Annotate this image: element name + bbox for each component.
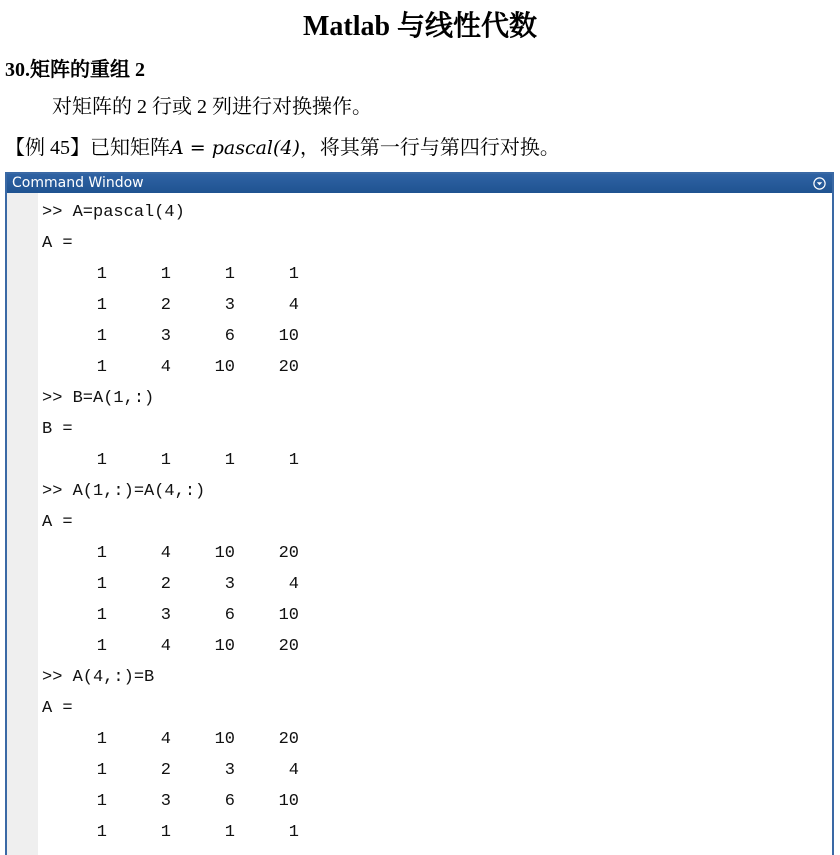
command-window [5, 172, 834, 855]
matrix-cell: 1 [160, 823, 171, 842]
matrix-cell: 1 [96, 544, 107, 563]
command-prompt: >> [42, 389, 63, 408]
matrix-cell: 4 [160, 730, 171, 749]
matrix-cell: 1 [224, 451, 235, 470]
matrix-cell: 4 [160, 358, 171, 377]
command-prompt: >> [42, 668, 63, 687]
command-line [7, 662, 832, 693]
matrix-row [7, 259, 832, 290]
matrix-cell: 4 [288, 296, 299, 315]
matrix-row [7, 755, 832, 786]
output-variable-label: A = [42, 513, 73, 532]
command-window-title: Command Window [12, 175, 144, 191]
command-line [7, 383, 832, 414]
output-variable-label: B = [42, 420, 73, 439]
matrix-cell: 1 [288, 451, 299, 470]
matrix-cell: 4 [288, 761, 299, 780]
output-variable-label: A = [42, 234, 73, 253]
command-line [7, 197, 832, 228]
matrix-cell: 2 [160, 761, 171, 780]
matrix-cell: 3 [160, 327, 171, 346]
command-text: A(1,:)=A(4,:) [72, 482, 206, 501]
command-window-output [7, 197, 832, 848]
matrix-cell: 20 [278, 358, 299, 377]
matrix-cell: 4 [160, 637, 171, 656]
command-line [7, 476, 832, 507]
matrix-cell: 1 [288, 265, 299, 284]
matrix-cell: 1 [160, 451, 171, 470]
matrix-cell: 1 [224, 265, 235, 284]
matrix-cell: 1 [224, 823, 235, 842]
example-math-expression: A = pascal(4) [170, 137, 300, 159]
matrix-row [7, 631, 832, 662]
matrix-cell: 3 [224, 761, 235, 780]
matrix-cell: 6 [224, 792, 235, 811]
matrix-cell: 1 [96, 730, 107, 749]
command-text: A=pascal(4) [72, 203, 185, 222]
matrix-cell: 4 [160, 544, 171, 563]
matrix-cell: 3 [160, 792, 171, 811]
matrix-row [7, 569, 832, 600]
matrix-cell: 2 [160, 296, 171, 315]
matrix-cell: 1 [288, 823, 299, 842]
matrix-row [7, 538, 832, 569]
matrix-cell: 4 [288, 575, 299, 594]
matrix-cell: 10 [214, 637, 235, 656]
command-window-titlebar [7, 174, 832, 193]
matrix-cell: 1 [96, 575, 107, 594]
matrix-cell: 2 [160, 575, 171, 594]
matrix-cell: 1 [160, 265, 171, 284]
matrix-cell: 1 [96, 606, 107, 625]
matrix-cell: 3 [224, 575, 235, 594]
matrix-cell: 10 [214, 358, 235, 377]
matrix-cell: 1 [96, 637, 107, 656]
command-window-body[interactable] [7, 193, 832, 855]
matrix-cell: 3 [224, 296, 235, 315]
intro-paragraph: 对矩阵的 2 行或 2 列进行对换操作。 [52, 96, 372, 118]
matrix-row [7, 445, 832, 476]
matrix-cell: 10 [278, 792, 299, 811]
matrix-cell: 6 [224, 327, 235, 346]
matrix-cell: 10 [278, 327, 299, 346]
matrix-row [7, 352, 832, 383]
section-heading: 30.矩阵的重组 2 [5, 59, 145, 81]
circle-chevron-down-icon[interactable] [813, 177, 826, 190]
matrix-row [7, 786, 832, 817]
matrix-row [7, 600, 832, 631]
example-paragraph [5, 134, 560, 162]
page-title: Matlab 与线性代数 [302, 11, 538, 42]
matrix-cell: 10 [214, 544, 235, 563]
matrix-cell: 1 [96, 296, 107, 315]
matrix-cell: 1 [96, 823, 107, 842]
example-prefix: 【例 45】已知矩阵 [5, 137, 170, 159]
matrix-row [7, 290, 832, 321]
matrix-cell: 1 [96, 451, 107, 470]
matrix-cell: 1 [96, 358, 107, 377]
matrix-cell: 20 [278, 730, 299, 749]
matrix-cell: 20 [278, 544, 299, 563]
command-prompt: >> [42, 482, 63, 501]
command-text: B=A(1,:) [72, 389, 155, 408]
output-variable-label: A = [42, 699, 73, 718]
command-prompt: >> [42, 203, 63, 222]
matrix-cell: 1 [96, 761, 107, 780]
matrix-row [7, 724, 832, 755]
matrix-cell: 1 [96, 327, 107, 346]
matrix-cell: 6 [224, 606, 235, 625]
matrix-cell: 20 [278, 637, 299, 656]
matrix-cell: 1 [96, 265, 107, 284]
matrix-row [7, 817, 832, 848]
matrix-cell: 1 [96, 792, 107, 811]
example-suffix: ，将其第一行与第四行对换。 [299, 137, 560, 159]
matrix-cell: 3 [160, 606, 171, 625]
matrix-cell: 10 [278, 606, 299, 625]
matrix-cell: 10 [214, 730, 235, 749]
command-text: A(4,:)=B [72, 668, 155, 687]
matrix-row [7, 321, 832, 352]
